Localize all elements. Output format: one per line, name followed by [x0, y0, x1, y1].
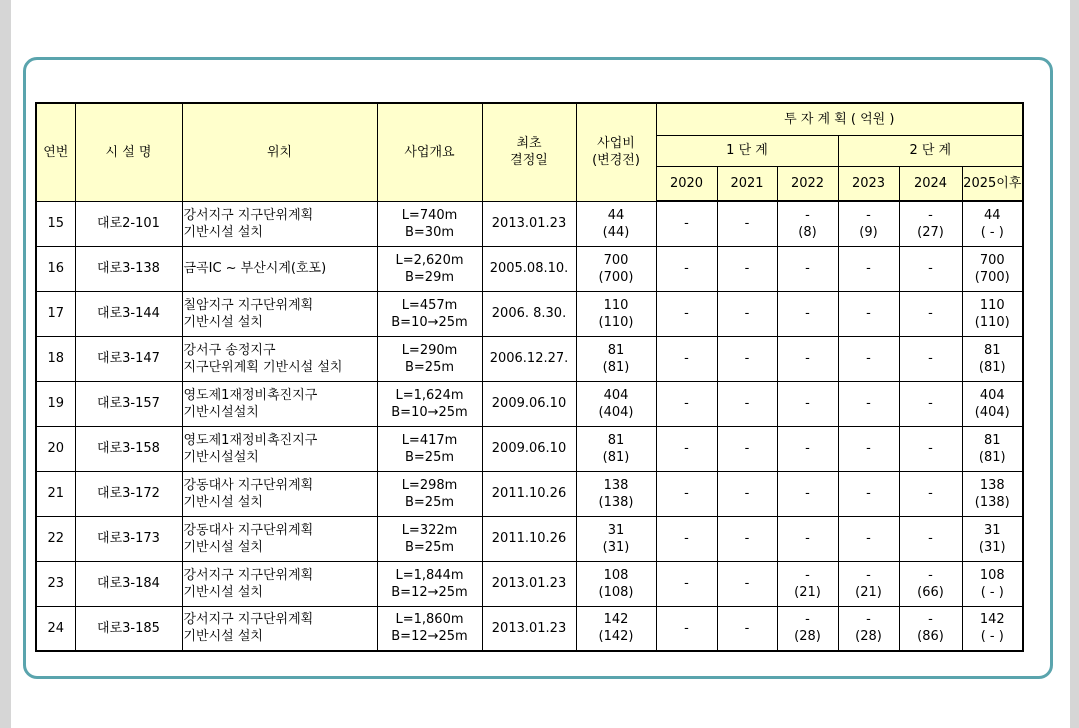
cell-year-2021 — [717, 336, 777, 381]
year-value: - — [866, 306, 871, 321]
cell-summary — [377, 201, 482, 246]
cell-year-2023 — [838, 561, 899, 606]
year-value: - — [684, 486, 689, 501]
summary-width: B=12→25m — [391, 584, 468, 600]
year-value-before: (81) — [978, 449, 1006, 465]
cell-name: 대로3-172 — [75, 471, 182, 516]
cell-year-2025이후 — [962, 381, 1023, 426]
cell-name: 대로3-157 — [75, 381, 182, 426]
location-line1: 강서구 송정지구 — [183, 342, 276, 358]
cell-year-2022 — [777, 561, 838, 606]
year-value: 404 — [979, 387, 1005, 403]
cell-decision-date: 2009.06.10 — [482, 381, 576, 426]
year-value: - — [684, 351, 689, 366]
summary-width: B=12→25m — [391, 629, 468, 645]
header-first-decision — [482, 103, 576, 201]
cell-year-2025이후 — [962, 246, 1023, 291]
location-line2: 기반시설 설치 — [183, 494, 263, 510]
year-value-before: ( - ) — [980, 224, 1004, 240]
year-value-before: ( - ) — [980, 584, 1004, 600]
header-location: 위치 — [182, 103, 377, 201]
cell-no: 23 — [36, 561, 75, 606]
header-first-decision-line2: 결정일 — [510, 153, 548, 169]
cell-no: 22 — [36, 516, 75, 561]
year-value: - — [928, 441, 933, 456]
header-year: 2020 — [656, 166, 717, 201]
cost-before: (108) — [598, 584, 634, 600]
summary-length: L=1,844m — [395, 567, 464, 583]
cell-no: 18 — [36, 336, 75, 381]
cost-current: 700 — [603, 252, 629, 268]
year-value: - — [866, 486, 871, 501]
year-value: 81 — [984, 342, 1001, 358]
cell-year-2020 — [656, 516, 717, 561]
year-value-before: (21) — [855, 584, 882, 600]
year-value: - — [805, 531, 810, 546]
year-value: - — [805, 441, 810, 456]
year-value: - — [744, 620, 750, 636]
cell-year-2021 — [717, 516, 777, 561]
header-year: 2024 — [899, 166, 962, 201]
header-name: 시 설 명 — [75, 103, 182, 201]
year-value: - — [684, 441, 689, 456]
header-year: 2021 — [717, 166, 777, 201]
header-no: 연번 — [36, 103, 75, 201]
cell-decision-date: 2013.01.23 — [482, 561, 576, 606]
year-value-before: (138) — [974, 494, 1010, 510]
cell-year-2023 — [838, 246, 899, 291]
table-row — [36, 561, 1023, 606]
year-value: - — [928, 531, 933, 546]
cell-year-2020 — [656, 471, 717, 516]
cell-year-2024 — [899, 201, 962, 246]
cell-year-2020 — [656, 426, 717, 471]
header-year: 2023 — [838, 166, 899, 201]
year-value: - — [744, 216, 750, 232]
year-value: - — [744, 441, 750, 456]
cost-before: (138) — [598, 494, 634, 510]
cell-cost — [576, 291, 656, 336]
summary-length: L=1,860m — [395, 612, 464, 628]
cost-current: 110 — [603, 297, 629, 313]
investment-plan-table — [35, 102, 1024, 652]
cell-cost — [576, 516, 656, 561]
year-value: - — [866, 351, 871, 366]
cell-cost — [576, 606, 656, 651]
year-value-before: (66) — [917, 584, 944, 600]
year-value: - — [866, 441, 871, 456]
cell-no: 16 — [36, 246, 75, 291]
year-value: - — [684, 620, 689, 636]
cell-year-2021 — [717, 246, 777, 291]
year-value: 108 — [979, 567, 1005, 583]
header-row-1 — [36, 103, 1023, 135]
cost-current: 142 — [603, 612, 629, 628]
year-value: - — [866, 207, 871, 223]
header-stage1: 1 단 계 — [656, 135, 838, 166]
table-row — [36, 291, 1023, 336]
header-cost-line1: 사업비 — [597, 136, 635, 152]
cell-year-2024 — [899, 516, 962, 561]
cell-location — [182, 246, 377, 291]
cell-year-2021 — [717, 561, 777, 606]
header-year: 2022 — [777, 166, 838, 201]
cost-before: (142) — [598, 629, 634, 645]
cell-no: 19 — [36, 381, 75, 426]
cell-name: 대로3-173 — [75, 516, 182, 561]
cell-name: 대로3-147 — [75, 336, 182, 381]
header-cost — [576, 103, 656, 201]
cell-year-2022 — [777, 336, 838, 381]
location-line1: 강동대사 지구단위계획 — [183, 477, 314, 493]
cell-year-2025이후 — [962, 561, 1023, 606]
year-value-before: (21) — [794, 584, 821, 600]
location-line2: 기반시설 설치 — [183, 584, 263, 600]
year-value: - — [684, 261, 689, 276]
cell-year-2024 — [899, 246, 962, 291]
year-value: - — [866, 531, 871, 546]
cell-summary — [377, 246, 482, 291]
cell-location — [182, 606, 377, 651]
cost-before: (404) — [598, 404, 634, 420]
cell-decision-date: 2013.01.23 — [482, 606, 576, 651]
table-body — [36, 201, 1023, 651]
cell-no: 21 — [36, 471, 75, 516]
year-value: - — [744, 531, 750, 546]
cell-year-2021 — [717, 471, 777, 516]
year-value: - — [928, 207, 933, 223]
cell-no: 15 — [36, 201, 75, 246]
cell-no: 17 — [36, 291, 75, 336]
cell-year-2022 — [777, 291, 838, 336]
cell-year-2021 — [717, 381, 777, 426]
summary-length: L=740m — [401, 207, 458, 223]
year-value: 110 — [979, 297, 1005, 313]
cell-name: 대로2-101 — [75, 201, 182, 246]
cell-year-2020 — [656, 201, 717, 246]
location-line2: 기반시설설치 — [183, 449, 259, 465]
year-value: - — [866, 261, 871, 276]
cell-year-2021 — [717, 426, 777, 471]
cell-year-2024 — [899, 471, 962, 516]
cell-year-2020 — [656, 246, 717, 291]
cell-year-2025이후 — [962, 426, 1023, 471]
cost-before: (700) — [598, 269, 634, 285]
year-value: 700 — [979, 252, 1005, 268]
cell-year-2022 — [777, 246, 838, 291]
year-value: - — [684, 531, 689, 546]
cell-year-2024 — [899, 426, 962, 471]
cell-cost — [576, 246, 656, 291]
year-value: - — [866, 612, 871, 628]
cell-summary — [377, 606, 482, 651]
header-stage2: 2 단 계 — [838, 135, 1023, 166]
year-value-before: (86) — [917, 629, 944, 645]
cell-location — [182, 561, 377, 606]
cost-current: 404 — [603, 387, 629, 403]
cell-summary — [377, 561, 482, 606]
cell-year-2022 — [777, 516, 838, 561]
location-line1: 칠암지구 지구단위계획 — [183, 297, 314, 313]
cell-location — [182, 471, 377, 516]
year-value: - — [928, 567, 933, 583]
cell-year-2022 — [777, 471, 838, 516]
location-line2: 지구단위계획 기반시설 설치 — [183, 359, 343, 375]
location-line2: 기반시설 설치 — [183, 629, 263, 645]
year-value: - — [928, 612, 933, 628]
cost-current: 81 — [607, 432, 625, 448]
location-line2: 기반시설설치 — [183, 404, 259, 420]
cell-decision-date: 2006.12.27. — [482, 336, 576, 381]
year-value: - — [928, 486, 933, 501]
cell-name: 대로3-184 — [75, 561, 182, 606]
year-value: - — [866, 567, 871, 583]
cell-year-2023 — [838, 516, 899, 561]
cell-year-2023 — [838, 336, 899, 381]
cell-summary — [377, 381, 482, 426]
year-value: - — [684, 576, 689, 591]
table-row — [36, 426, 1023, 471]
location-line2: 기반시설 설치 — [183, 539, 263, 555]
header-summary: 사업개요 — [377, 103, 482, 201]
year-value: - — [684, 396, 689, 411]
cell-decision-date: 2011.10.26 — [482, 471, 576, 516]
year-value-before: (28) — [855, 629, 882, 645]
summary-length: L=457m — [401, 297, 458, 313]
year-value: - — [805, 207, 810, 223]
cell-year-2024 — [899, 561, 962, 606]
cell-year-2020 — [656, 561, 717, 606]
cell-summary — [377, 471, 482, 516]
year-value-before: (31) — [978, 539, 1006, 555]
location-line1: 영도제1재정비촉진지구 — [183, 432, 318, 448]
cell-location — [182, 381, 377, 426]
year-value: - — [805, 351, 810, 366]
table-row — [36, 516, 1023, 561]
cost-current: 31 — [607, 522, 625, 538]
cell-year-2021 — [717, 291, 777, 336]
cell-summary — [377, 426, 482, 471]
cell-year-2023 — [838, 201, 899, 246]
year-value: - — [744, 261, 750, 276]
cell-name: 대로3-144 — [75, 291, 182, 336]
year-value-before: (8) — [798, 224, 817, 240]
year-value: 44 — [984, 207, 1001, 223]
year-value-before: (28) — [794, 629, 821, 645]
cell-year-2021 — [717, 606, 777, 651]
table-row — [36, 246, 1023, 291]
year-value: - — [928, 261, 933, 276]
table-row — [36, 336, 1023, 381]
year-value-before: (110) — [974, 314, 1010, 330]
cost-before: (81) — [602, 359, 630, 375]
cost-current: 108 — [603, 567, 629, 583]
cell-year-2020 — [656, 381, 717, 426]
cell-location — [182, 516, 377, 561]
cell-year-2020 — [656, 291, 717, 336]
year-value: 138 — [979, 477, 1005, 493]
summary-length: L=298m — [401, 477, 458, 493]
year-value: - — [744, 351, 750, 366]
cost-before: (31) — [602, 539, 630, 555]
summary-width: B=30m — [404, 224, 455, 240]
cell-decision-date: 2013.01.23 — [482, 201, 576, 246]
year-value: - — [866, 396, 871, 411]
cell-decision-date: 2011.10.26 — [482, 516, 576, 561]
cell-decision-date: 2005.08.10. — [482, 246, 576, 291]
cell-year-2023 — [838, 471, 899, 516]
cell-year-2023 — [838, 426, 899, 471]
cell-no: 20 — [36, 426, 75, 471]
year-value: - — [684, 216, 689, 232]
location-line1: 강서지구 지구단위계획 — [183, 567, 314, 583]
cell-year-2022 — [777, 426, 838, 471]
year-value: - — [684, 306, 689, 321]
cell-name: 대로3-158 — [75, 426, 182, 471]
location-line1: 강동대사 지구단위계획 — [183, 522, 314, 538]
cell-name: 대로3-138 — [75, 246, 182, 291]
summary-width: B=25m — [404, 449, 455, 465]
year-value: - — [744, 306, 750, 321]
year-value: - — [805, 261, 810, 276]
header-year: 2025이후 — [962, 166, 1023, 201]
cell-cost — [576, 561, 656, 606]
year-value: - — [744, 576, 750, 591]
year-value-before: (27) — [917, 224, 944, 240]
cell-year-2022 — [777, 201, 838, 246]
cell-year-2025이후 — [962, 516, 1023, 561]
table-row — [36, 201, 1023, 246]
summary-width: B=25m — [404, 359, 455, 375]
cell-year-2025이후 — [962, 336, 1023, 381]
cell-location — [182, 291, 377, 336]
cell-year-2022 — [777, 381, 838, 426]
summary-width: B=10→25m — [391, 314, 468, 330]
cost-before: (81) — [602, 449, 630, 465]
cell-cost — [576, 201, 656, 246]
cell-year-2021 — [717, 201, 777, 246]
summary-length: L=1,624m — [395, 387, 464, 403]
location-line1: 강서지구 지구단위계획 — [183, 612, 314, 628]
year-value: - — [744, 486, 750, 501]
year-value: - — [805, 612, 810, 628]
cell-year-2024 — [899, 381, 962, 426]
location-line1: 영도제1재정비촉진지구 — [183, 387, 318, 403]
cost-current: 138 — [603, 477, 629, 493]
table-row — [36, 606, 1023, 651]
cost-before: (110) — [598, 314, 634, 330]
summary-length: L=417m — [401, 432, 458, 448]
year-value: - — [928, 396, 933, 411]
cost-current: 81 — [607, 342, 625, 358]
summary-width: B=25m — [404, 494, 455, 510]
year-value: - — [805, 306, 810, 321]
cost-before: (44) — [602, 224, 630, 240]
location-line1: 강서지구 지구단위계획 — [183, 207, 314, 223]
cell-year-2025이후 — [962, 471, 1023, 516]
cell-year-2024 — [899, 606, 962, 651]
cell-location — [182, 336, 377, 381]
header-cost-line2: (변경전) — [592, 153, 640, 169]
year-value-before: (404) — [974, 404, 1010, 420]
cell-year-2023 — [838, 291, 899, 336]
cell-cost — [576, 381, 656, 426]
table-row — [36, 471, 1023, 516]
header-investment: 투 자 계 획 ( 억원 ) — [656, 103, 1023, 135]
cell-name: 대로3-185 — [75, 606, 182, 651]
summary-length: L=2,620m — [395, 252, 464, 268]
cell-location — [182, 426, 377, 471]
year-value-before: (81) — [978, 359, 1006, 375]
cell-year-2023 — [838, 381, 899, 426]
summary-width: B=10→25m — [391, 404, 468, 420]
year-value: 31 — [984, 522, 1001, 538]
location-line2: 기반시설 설치 — [183, 224, 263, 240]
summary-width: B=25m — [404, 539, 455, 555]
year-value-before: (9) — [859, 224, 878, 240]
cell-year-2020 — [656, 606, 717, 651]
location-line2: 기반시설 설치 — [183, 314, 263, 330]
year-value: 81 — [984, 432, 1001, 448]
year-value: 142 — [979, 612, 1005, 628]
cell-year-2025이후 — [962, 606, 1023, 651]
cell-summary — [377, 516, 482, 561]
year-value-before: (700) — [974, 269, 1010, 285]
cell-cost — [576, 471, 656, 516]
cell-year-2024 — [899, 291, 962, 336]
cell-summary — [377, 336, 482, 381]
year-value-before: ( - ) — [980, 629, 1004, 645]
cell-year-2023 — [838, 606, 899, 651]
year-value: - — [805, 567, 810, 583]
location-line1: 금곡IC ~ 부산시계(호포) — [183, 261, 327, 276]
cell-year-2022 — [777, 606, 838, 651]
cost-current: 44 — [607, 207, 625, 223]
year-value: - — [805, 396, 810, 411]
cell-no: 24 — [36, 606, 75, 651]
header-first-decision-line1: 최초 — [516, 136, 542, 152]
year-value: - — [928, 351, 933, 366]
cell-decision-date: 2009.06.10 — [482, 426, 576, 471]
cell-cost — [576, 336, 656, 381]
cell-year-2020 — [656, 336, 717, 381]
year-value: - — [928, 306, 933, 321]
cell-location — [182, 201, 377, 246]
summary-length: L=290m — [401, 342, 458, 358]
cell-summary — [377, 291, 482, 336]
summary-length: L=322m — [401, 522, 458, 538]
year-value: - — [744, 396, 750, 411]
table-row — [36, 381, 1023, 426]
year-value: - — [805, 486, 810, 501]
cell-decision-date: 2006. 8.30. — [482, 291, 576, 336]
cell-year-2025이후 — [962, 201, 1023, 246]
cell-cost — [576, 426, 656, 471]
cell-year-2024 — [899, 336, 962, 381]
cell-year-2025이후 — [962, 291, 1023, 336]
summary-width: B=29m — [404, 269, 455, 285]
